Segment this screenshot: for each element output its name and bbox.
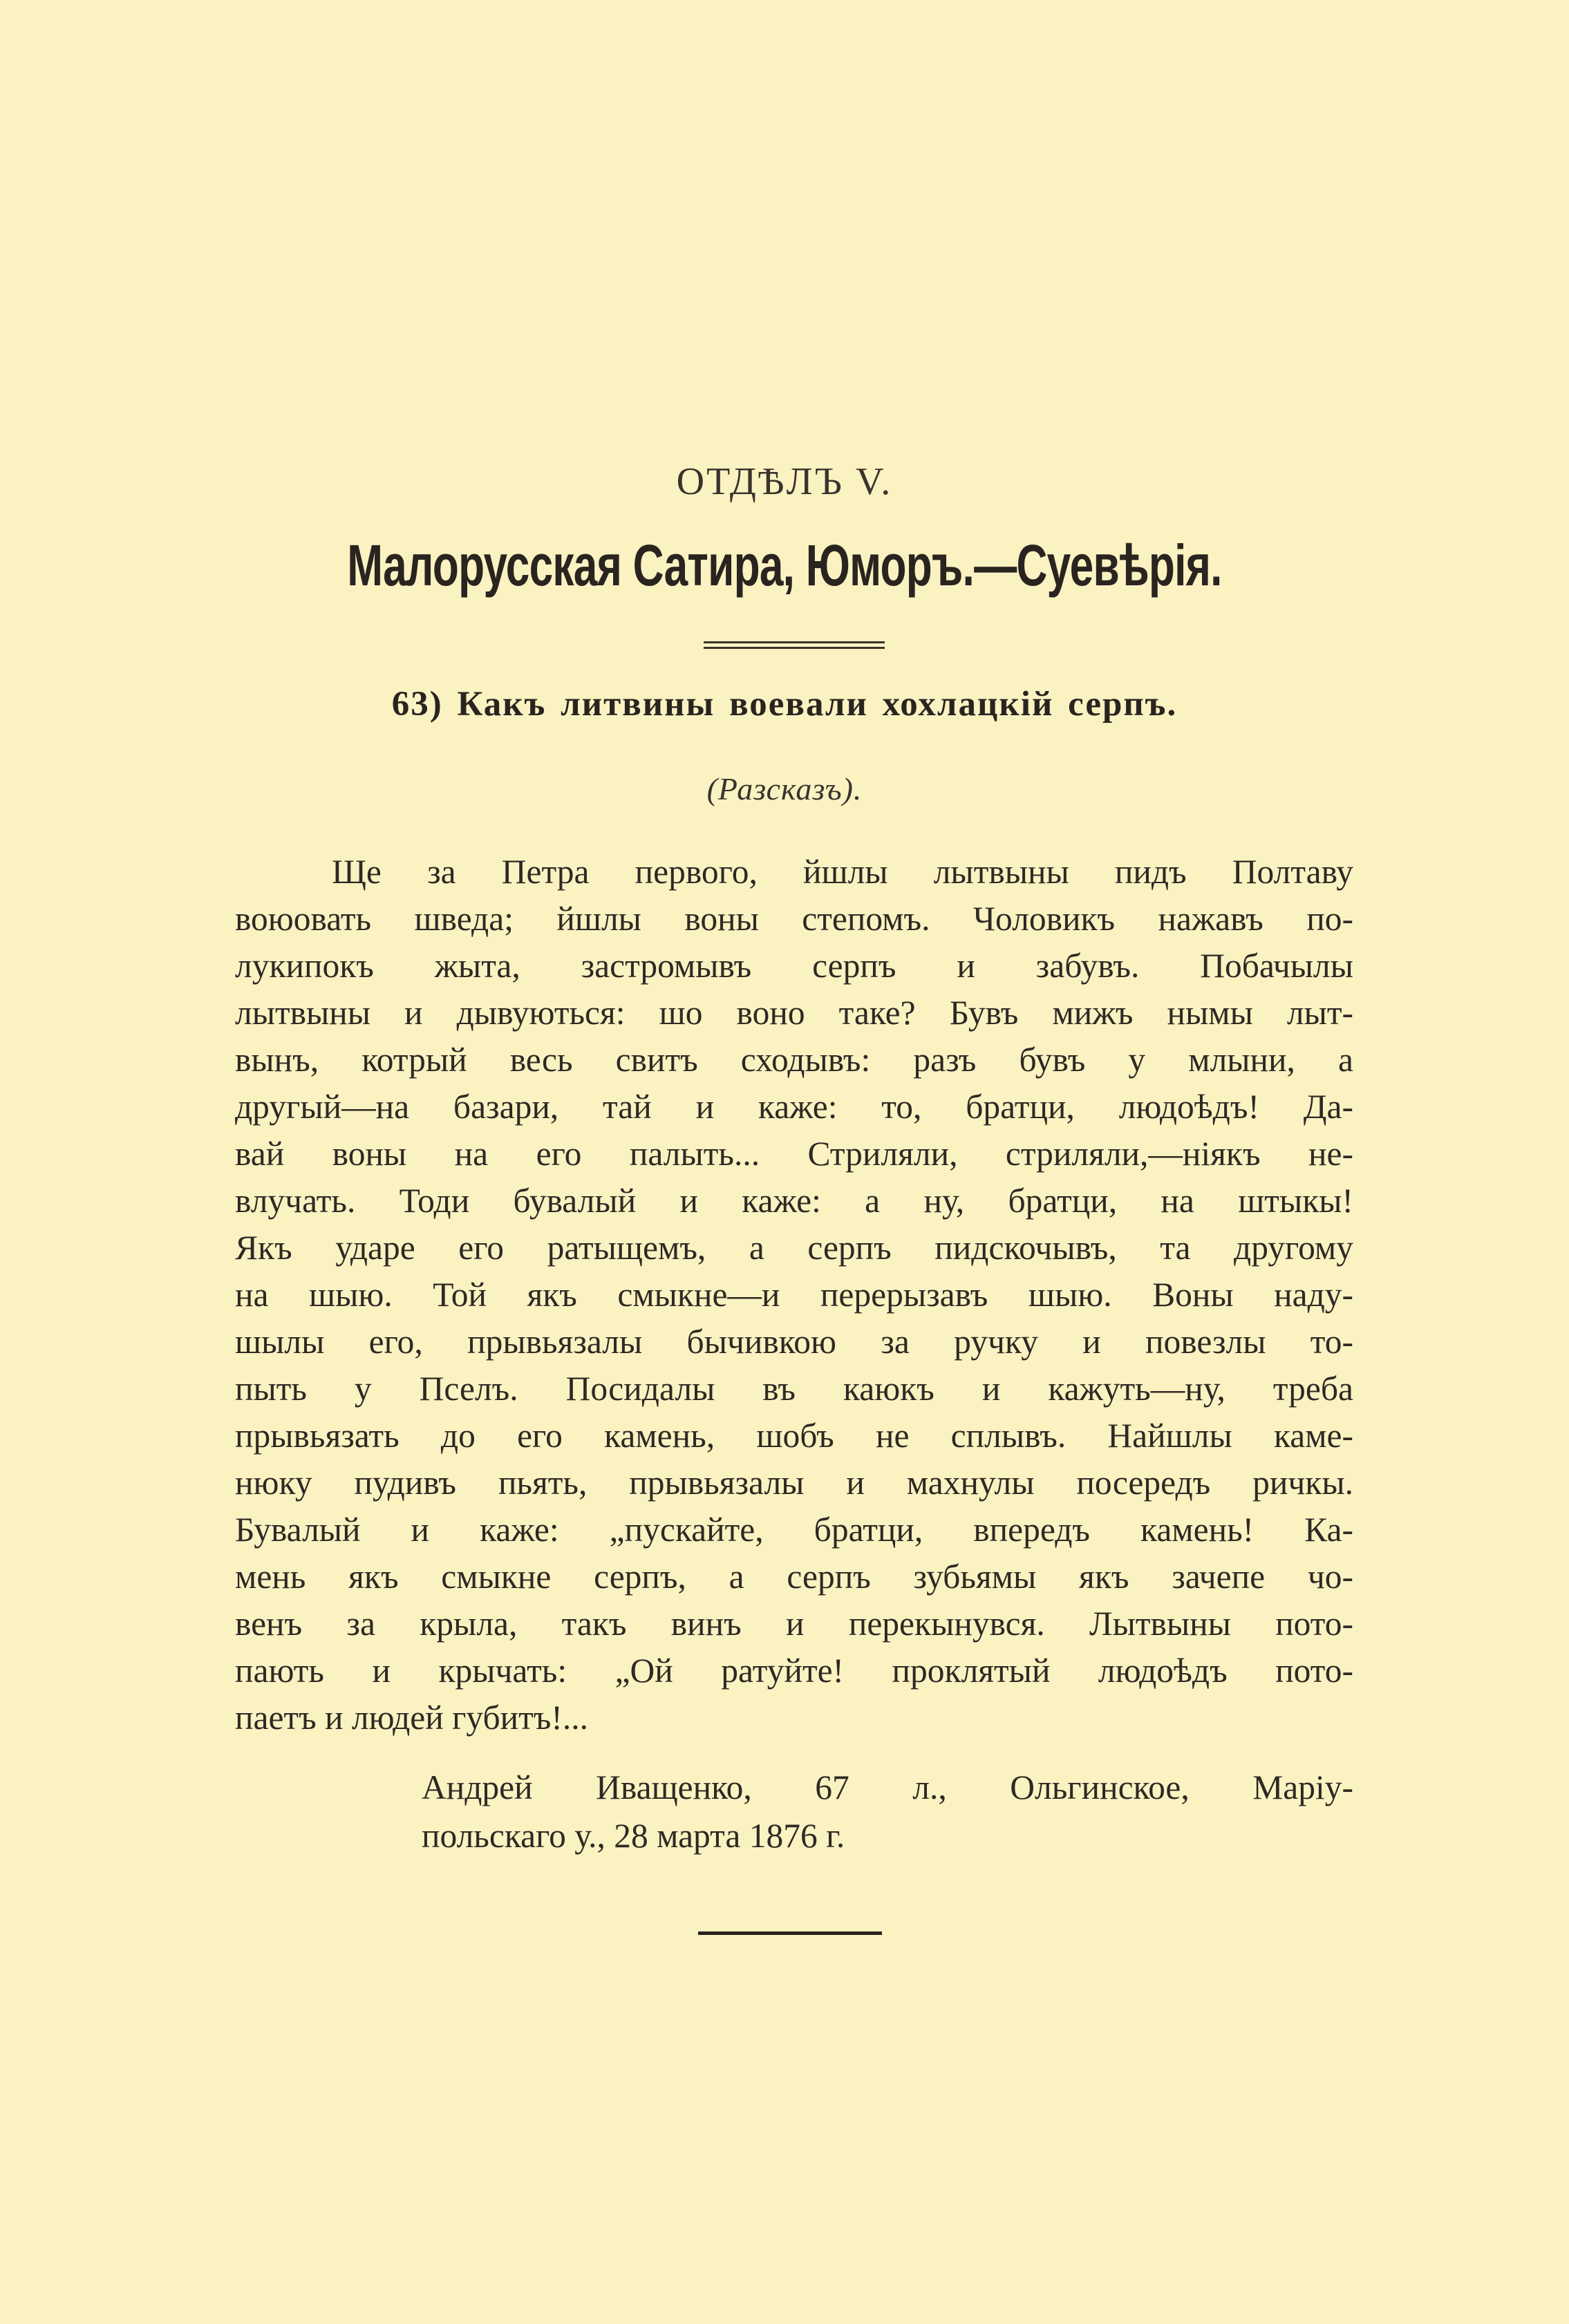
text-line: венъ за крыла, такъ винъ и перекынувся. Лытвыны пото- (235, 1605, 1353, 1643)
story-subtitle: (Разсказъ). (706, 771, 863, 806)
title-divider (704, 641, 885, 649)
attribution-line: Андрей Иващенко, 67 л., Ольгинское, Маріу- (422, 1768, 1353, 1806)
end-rule (698, 1931, 882, 1935)
text-line: вынъ, котрый весь свитъ сходывъ: разъ бувъ у млыни, а (235, 1041, 1353, 1079)
text-line: пыть у Пселъ. Посидалы въ каюкъ и кажуть—ну, треба (235, 1370, 1353, 1408)
story-title: 63) Какъ литвины воевали хохлацкій серпъ. (391, 685, 1178, 724)
section-title: Малорусская Сатира, Юморъ.—Суевѣрія. (347, 533, 1222, 598)
text-line: нюку пудивъ пьять, прывьязалы и махнулы посередъ ричкы. (235, 1464, 1353, 1502)
text-line: влучать. Тоди бувалый и каже: а ну, братци, на штыкы! (235, 1182, 1353, 1220)
text-line: Якъ ударе его ратыщемъ, а серпъ пидскочывъ, та другому (235, 1229, 1353, 1267)
text-line: воюовать шведа; йшлы воны степомъ. Чоловикъ нажавъ по- (235, 900, 1353, 938)
text-line: Бувалый и каже: „пускайте, братци, впередъ камень! Ка- (235, 1511, 1353, 1549)
text-line: шылы его, прывьязалы бычивкою за ручку и повезлы то- (235, 1323, 1353, 1361)
text-line: вай воны на его палыть... Стриляли, стриляли,—ніякъ не- (235, 1135, 1353, 1173)
text-line: лытвыны и дывуються: шо воно таке? Бувъ мижъ нымы лыт- (235, 994, 1353, 1032)
text-line: пають и крычать: „Ой ратуйте! проклятый людоѣдъ пото- (235, 1652, 1353, 1690)
attribution (422, 1764, 1353, 1860)
attribution-line: польскаго у., 28 марта 1876 г. (422, 1817, 845, 1855)
text-line: на шыю. Той якъ смыкне—и перерызавъ шыю. Воны наду- (235, 1276, 1353, 1314)
text-line: лукипокъ жыта, застромывъ серпъ и забувъ. Побачылы (235, 947, 1353, 985)
text-line: паетъ и людей губитъ!... (235, 1699, 589, 1737)
text-line: прывьязать до его камень, шобъ не сплывъ. Найшлы каме- (235, 1417, 1353, 1455)
text-line: мень якъ смыкне серпъ, а серпъ зубьямы якъ зачепе чо- (235, 1558, 1353, 1596)
text-line: Ще за Петра первого, йшлы лытвыны пидъ Полтаву (332, 853, 1353, 891)
text-line: другый—на базари, тай и каже: то, братци, людоѣдъ! Да- (235, 1088, 1353, 1126)
section-label: ОТДѢЛЪ V. (676, 460, 893, 503)
story-body (235, 849, 1353, 1741)
